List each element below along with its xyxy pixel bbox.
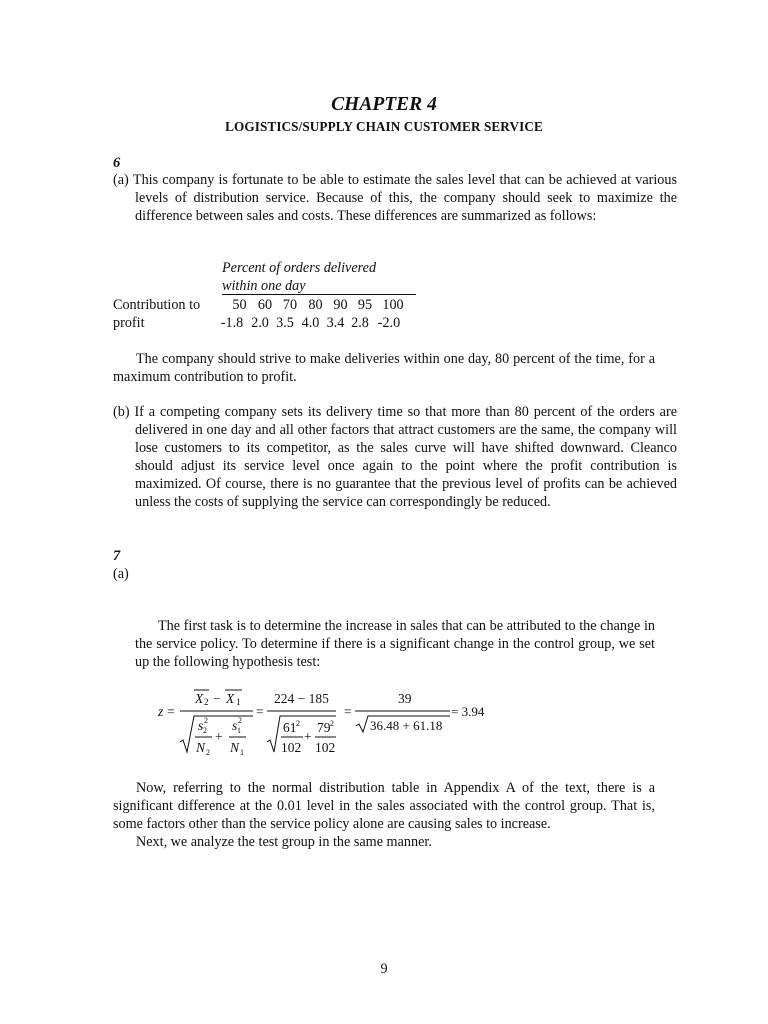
q6a-text: This company is fortunate to be able to estimate the sales level that can be achieved at various levels of distribution service. Because of this, the company should seek to maximize the difference between sales and costs. These differences are summarized as follows:	[132, 172, 678, 224]
formula-79-sup: 2	[330, 719, 334, 728]
table-header-line1: Percent of orders delivered	[222, 260, 377, 276]
contribution-row	[216, 314, 406, 332]
percent-row	[226, 296, 409, 314]
page-number: 9	[380, 961, 388, 977]
q7a-label: (a)	[113, 566, 129, 582]
formula-plus2: +	[304, 729, 312, 744]
percent-95: 95	[357, 297, 373, 313]
formula-n1-sub: 1	[240, 748, 244, 757]
q6a-label: (a)	[113, 172, 129, 188]
formula-minus: −	[213, 691, 221, 706]
question-6a	[113, 171, 677, 225]
formula-eq3: =	[344, 704, 352, 719]
contribution-100: -2.0	[377, 315, 401, 331]
formula-n2-sub: 2	[206, 748, 210, 757]
formula-s2-sub: 2	[203, 726, 207, 735]
table-row-label-line1: Contribution to	[113, 297, 201, 313]
formula-result: = 3.94	[451, 704, 485, 719]
table-row-label-line2: profit	[113, 315, 145, 331]
formula-s1-sup: 2	[238, 716, 242, 725]
chapter-title: CHAPTER 4	[331, 94, 437, 115]
formula-102b: 102	[315, 740, 336, 755]
contribution-80: 4.0	[301, 315, 320, 331]
formula-den3: 36.48 + 61.18	[370, 718, 443, 733]
contribution-50: -1.8	[220, 315, 244, 331]
contribution-70: 3.5	[276, 315, 294, 331]
q6b-text: If a competing company sets its delivery time so that more than 80 percent of the orders are delivered in one day and all other factors that attract customers are the same, the company will lose customers to its competitor, as the sales curve will have shifted downward. Cleanco should adjust its service level once again to the point where the profit contribution is maximized. Of course, there is no guarantee that the previous level of profits can be achieved unless the costs of supplying the service can correspondingly be reduced.	[134, 404, 678, 510]
formula-s1: s	[232, 718, 238, 733]
formula-s1-sub: 1	[237, 726, 241, 735]
percent-70: 70	[282, 297, 298, 313]
contribution-60: 2.0	[251, 315, 269, 331]
formula-z: z	[158, 704, 164, 719]
formula-79: 79	[317, 720, 331, 735]
contribution-95: 2.8	[351, 315, 369, 331]
percent-80: 80	[308, 297, 323, 313]
question-7-number: 7	[113, 548, 121, 564]
formula-eq1: =	[167, 704, 175, 719]
percent-50: 50	[232, 297, 247, 313]
question-7-para2: Next, we analyze the test group in the same manner.	[136, 834, 432, 850]
contribution-90: 3.4	[326, 315, 345, 331]
formula-num2: 224 − 185	[274, 691, 329, 706]
formula-plus1: +	[215, 729, 223, 744]
formula-61: 61	[283, 720, 297, 735]
q6b-label: (b)	[113, 404, 130, 420]
question-6-number: 6	[113, 155, 121, 171]
formula-102a: 102	[281, 740, 302, 755]
formula-x1: X	[226, 691, 235, 706]
percent-90: 90	[333, 297, 348, 313]
formula-n1: N	[230, 740, 240, 755]
formula-x1-sub: 1	[236, 697, 241, 707]
formula-x2: X	[195, 691, 204, 706]
question-7-para1: Now, referring to the normal distribution table in Appendix A of the text, there is a significant difference at the 0.01 level in the sales associated with the control group. That is, some factors other than the service policy alone are causing sales to increase.	[113, 780, 655, 832]
formula-61-sup: 2	[296, 719, 300, 728]
question-6b	[113, 403, 677, 511]
table-header-line2-text: within one day	[222, 278, 306, 294]
percent-100: 100	[382, 297, 404, 313]
chapter-subtitle: LOGISTICS/SUPPLY CHAIN CUSTOMER SERVICE	[225, 119, 543, 134]
formula-num3: 39	[398, 691, 412, 706]
formula-s2-sup: 2	[204, 716, 208, 725]
formula-eq2: =	[256, 704, 264, 719]
formula-s2: s	[198, 718, 204, 733]
question-6-conclusion: The company should strive to make deliveries within one day, 80 percent of the time, for a maximum contribution to profit.	[113, 351, 655, 385]
question-7-intro: The first task is to determine the increase in sales that can be attributed to the change in the service policy. To determine if there is a significant change in the control group, we set up the following hypothesis test:	[135, 618, 655, 670]
percent-60: 60	[257, 297, 273, 313]
formula-x2-sub: 2	[204, 697, 209, 707]
table-header-line2	[222, 277, 416, 295]
formula-n2: N	[196, 740, 206, 755]
z-score-formula	[150, 686, 485, 758]
